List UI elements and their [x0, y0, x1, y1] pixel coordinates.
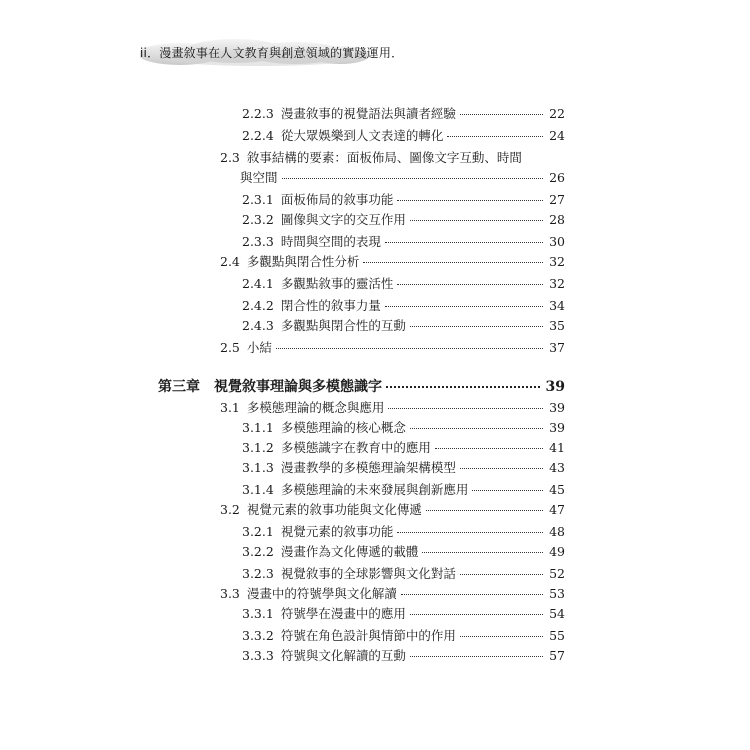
dot-leader [460, 636, 543, 637]
toc-entry-title: 漫畫作為文化傳遞的載體 [280, 544, 419, 559]
toc-entry-title: 視覺敘事的全球影響與文化對話 [280, 566, 456, 581]
dot-leader [397, 200, 543, 201]
toc-entry-title: 符號在角色設計與情節中的作用 [280, 628, 456, 643]
toc-entry-page: 52 [549, 566, 565, 581]
toc-entry-page: 39 [549, 420, 565, 435]
toc-entry-page: 34 [549, 298, 565, 313]
toc-entry-number: 2.4 [220, 254, 240, 269]
dot-leader [401, 594, 543, 595]
header-text: ii．漫畫敘事在人文教育與創意領域的實踐運用． [140, 46, 404, 60]
toc-entry-number: 3.1.3 [242, 460, 274, 475]
toc-entry [240, 168, 565, 186]
toc-entry-page: 49 [549, 544, 565, 559]
dot-leader [363, 262, 543, 263]
toc-entry-title: 漫畫敘事的視覺語法與讀者經驗 [280, 106, 456, 121]
toc-entry-title: 與空間 [240, 170, 278, 185]
toc-entry [242, 626, 565, 644]
toc-entry-title: 多觀點敘事的靈活性 [280, 276, 394, 291]
dot-leader [282, 178, 544, 179]
toc-entry-number: 3.2.3 [242, 566, 274, 581]
dot-leader [422, 552, 543, 553]
toc-entry-page: 30 [549, 234, 565, 249]
toc-entry-page: 24 [549, 128, 565, 143]
toc-entry-page: 28 [549, 212, 565, 227]
toc-entry [242, 316, 565, 334]
toc-entry-number: 2.3.2 [242, 212, 274, 227]
toc-entry-number: 3.3.1 [242, 606, 274, 621]
toc-entry-page: 45 [549, 482, 565, 497]
dot-leader [426, 510, 543, 511]
toc-entry [242, 522, 565, 540]
toc-entry-number: 3.1.4 [242, 482, 274, 497]
toc-entry-page: 26 [549, 170, 565, 185]
dot-leader [410, 614, 543, 615]
toc-entry-number: 2.3 [220, 150, 240, 165]
toc-entry [242, 646, 565, 664]
toc-entry-title: 多模態理論的核心概念 [280, 420, 406, 435]
dot-leader [472, 490, 543, 491]
toc-entry [242, 232, 565, 250]
toc-entry-number: 第三章 [158, 379, 200, 395]
toc-entry-page: 27 [549, 192, 565, 207]
toc-entry [242, 190, 565, 208]
toc-entry-page: 37 [549, 340, 565, 355]
toc-entry [242, 480, 565, 498]
toc-entry-page: 39 [549, 400, 565, 415]
dot-leader [385, 242, 543, 243]
toc-entry [242, 104, 565, 122]
toc-entry-title: 圖像與文字的交互作用 [280, 212, 406, 227]
toc-entry [242, 274, 565, 292]
dot-leader [410, 428, 543, 429]
toc-entry-title: 漫畫教學的多模態理論架構模型 [280, 460, 456, 475]
toc-entry [242, 542, 565, 560]
toc-entry [220, 398, 565, 416]
toc-entry-number: 2.2.4 [242, 128, 274, 143]
toc-entry-page: 55 [549, 628, 565, 643]
toc-entry-title: 時間與空間的表現 [280, 234, 381, 249]
toc-entry-page: 39 [545, 379, 565, 395]
toc-entry-page: 41 [549, 440, 565, 455]
toc-entry-page: 22 [549, 106, 565, 121]
toc-entry-number: 2.2.3 [242, 106, 274, 121]
toc-entry-title: 漫畫中的符號學與文化解讀 [246, 586, 397, 601]
dot-leader [397, 532, 543, 533]
dot-leader [397, 284, 543, 285]
toc-entry [220, 338, 565, 356]
dot-leader [460, 114, 543, 115]
toc-entry-number: 2.4.3 [242, 318, 274, 333]
toc-entry [220, 252, 565, 270]
toc-chapter-entry [158, 376, 565, 394]
toc-entry-title: 小結 [246, 340, 272, 355]
toc-entry-page: 54 [549, 606, 565, 621]
dot-leader [410, 656, 543, 657]
toc-entry-number: 3.1 [220, 400, 240, 415]
toc-entry-number: 3.2.1 [242, 524, 274, 539]
toc-entry-title: 視覺元素的敘事功能 [280, 524, 394, 539]
toc-entry [242, 296, 565, 314]
toc-entry [220, 500, 565, 518]
toc-entry [242, 458, 565, 476]
toc-entry-page: 48 [549, 524, 565, 539]
toc-entry-title: 多模態理論的概念與應用 [246, 400, 385, 415]
toc-entry-number: 3.1.2 [242, 440, 274, 455]
toc-entry-number: 3.2 [220, 502, 240, 517]
toc-entry-title: 多模態理論的未來發展與創新應用 [280, 482, 469, 497]
dot-leader [435, 448, 543, 449]
toc-entry-title: 敘事結構的要素：面板佈局、圖像文字互動、時間 [246, 150, 522, 165]
toc-entry-page: 53 [549, 586, 565, 601]
dot-leader [410, 326, 543, 327]
toc-entry [242, 126, 565, 144]
toc-entry-title: 視覺元素的敘事功能與文化傳遞 [246, 502, 422, 517]
toc-entry [220, 148, 565, 166]
dot-leader [385, 306, 543, 307]
toc-entry-page: 32 [549, 254, 565, 269]
toc-entry [242, 418, 565, 436]
toc-entry [220, 584, 565, 602]
toc-entry-title: 多觀點與閉合性分析 [246, 254, 360, 269]
dot-leader [276, 348, 543, 349]
toc-entry-title: 符號與文化解讀的互動 [280, 648, 406, 663]
toc-entry-title: 從大眾娛樂到人文表達的轉化 [280, 128, 444, 143]
toc-entry-number: 3.3 [220, 586, 240, 601]
toc-entry-title: 視覺敘事理論與多模態識字 [214, 379, 382, 395]
toc-entry-page: 47 [549, 502, 565, 517]
toc-entry-page: 57 [549, 648, 565, 663]
toc-entry-page: 32 [549, 276, 565, 291]
toc-entry-title: 閉合性的敘事力量 [280, 298, 381, 313]
toc-entry-number: 3.3.2 [242, 628, 274, 643]
toc-entry-title: 符號學在漫畫中的應用 [280, 606, 406, 621]
dot-leader [388, 408, 543, 409]
dot-leader [447, 136, 543, 137]
dot-leader [460, 468, 543, 469]
toc-entry-number: 3.1.1 [242, 420, 274, 435]
toc-entry [242, 210, 565, 228]
toc-entry-number: 2.4.2 [242, 298, 274, 313]
toc-entry-title: 多模態識字在教育中的應用 [280, 440, 431, 455]
toc-entry-number: 2.3.3 [242, 234, 274, 249]
toc-entry-page: 43 [549, 460, 565, 475]
toc-entry-number: 2.5 [220, 340, 240, 355]
toc-entry-number: 3.3.3 [242, 648, 274, 663]
dot-leader [410, 220, 543, 221]
toc-entry-number: 2.3.1 [242, 192, 274, 207]
toc-entry [242, 564, 565, 582]
toc-entry-number: 3.2.2 [242, 544, 274, 559]
toc-entry-number: 2.4.1 [242, 276, 274, 291]
dot-leader [386, 386, 540, 388]
toc-entry-title: 多觀點與閉合性的互動 [280, 318, 406, 333]
toc-entry-title: 面板佈局的敘事功能 [280, 192, 394, 207]
toc-entry-page: 35 [549, 318, 565, 333]
dot-leader [460, 574, 543, 575]
toc-entry [242, 604, 565, 622]
toc-entry [242, 438, 565, 456]
